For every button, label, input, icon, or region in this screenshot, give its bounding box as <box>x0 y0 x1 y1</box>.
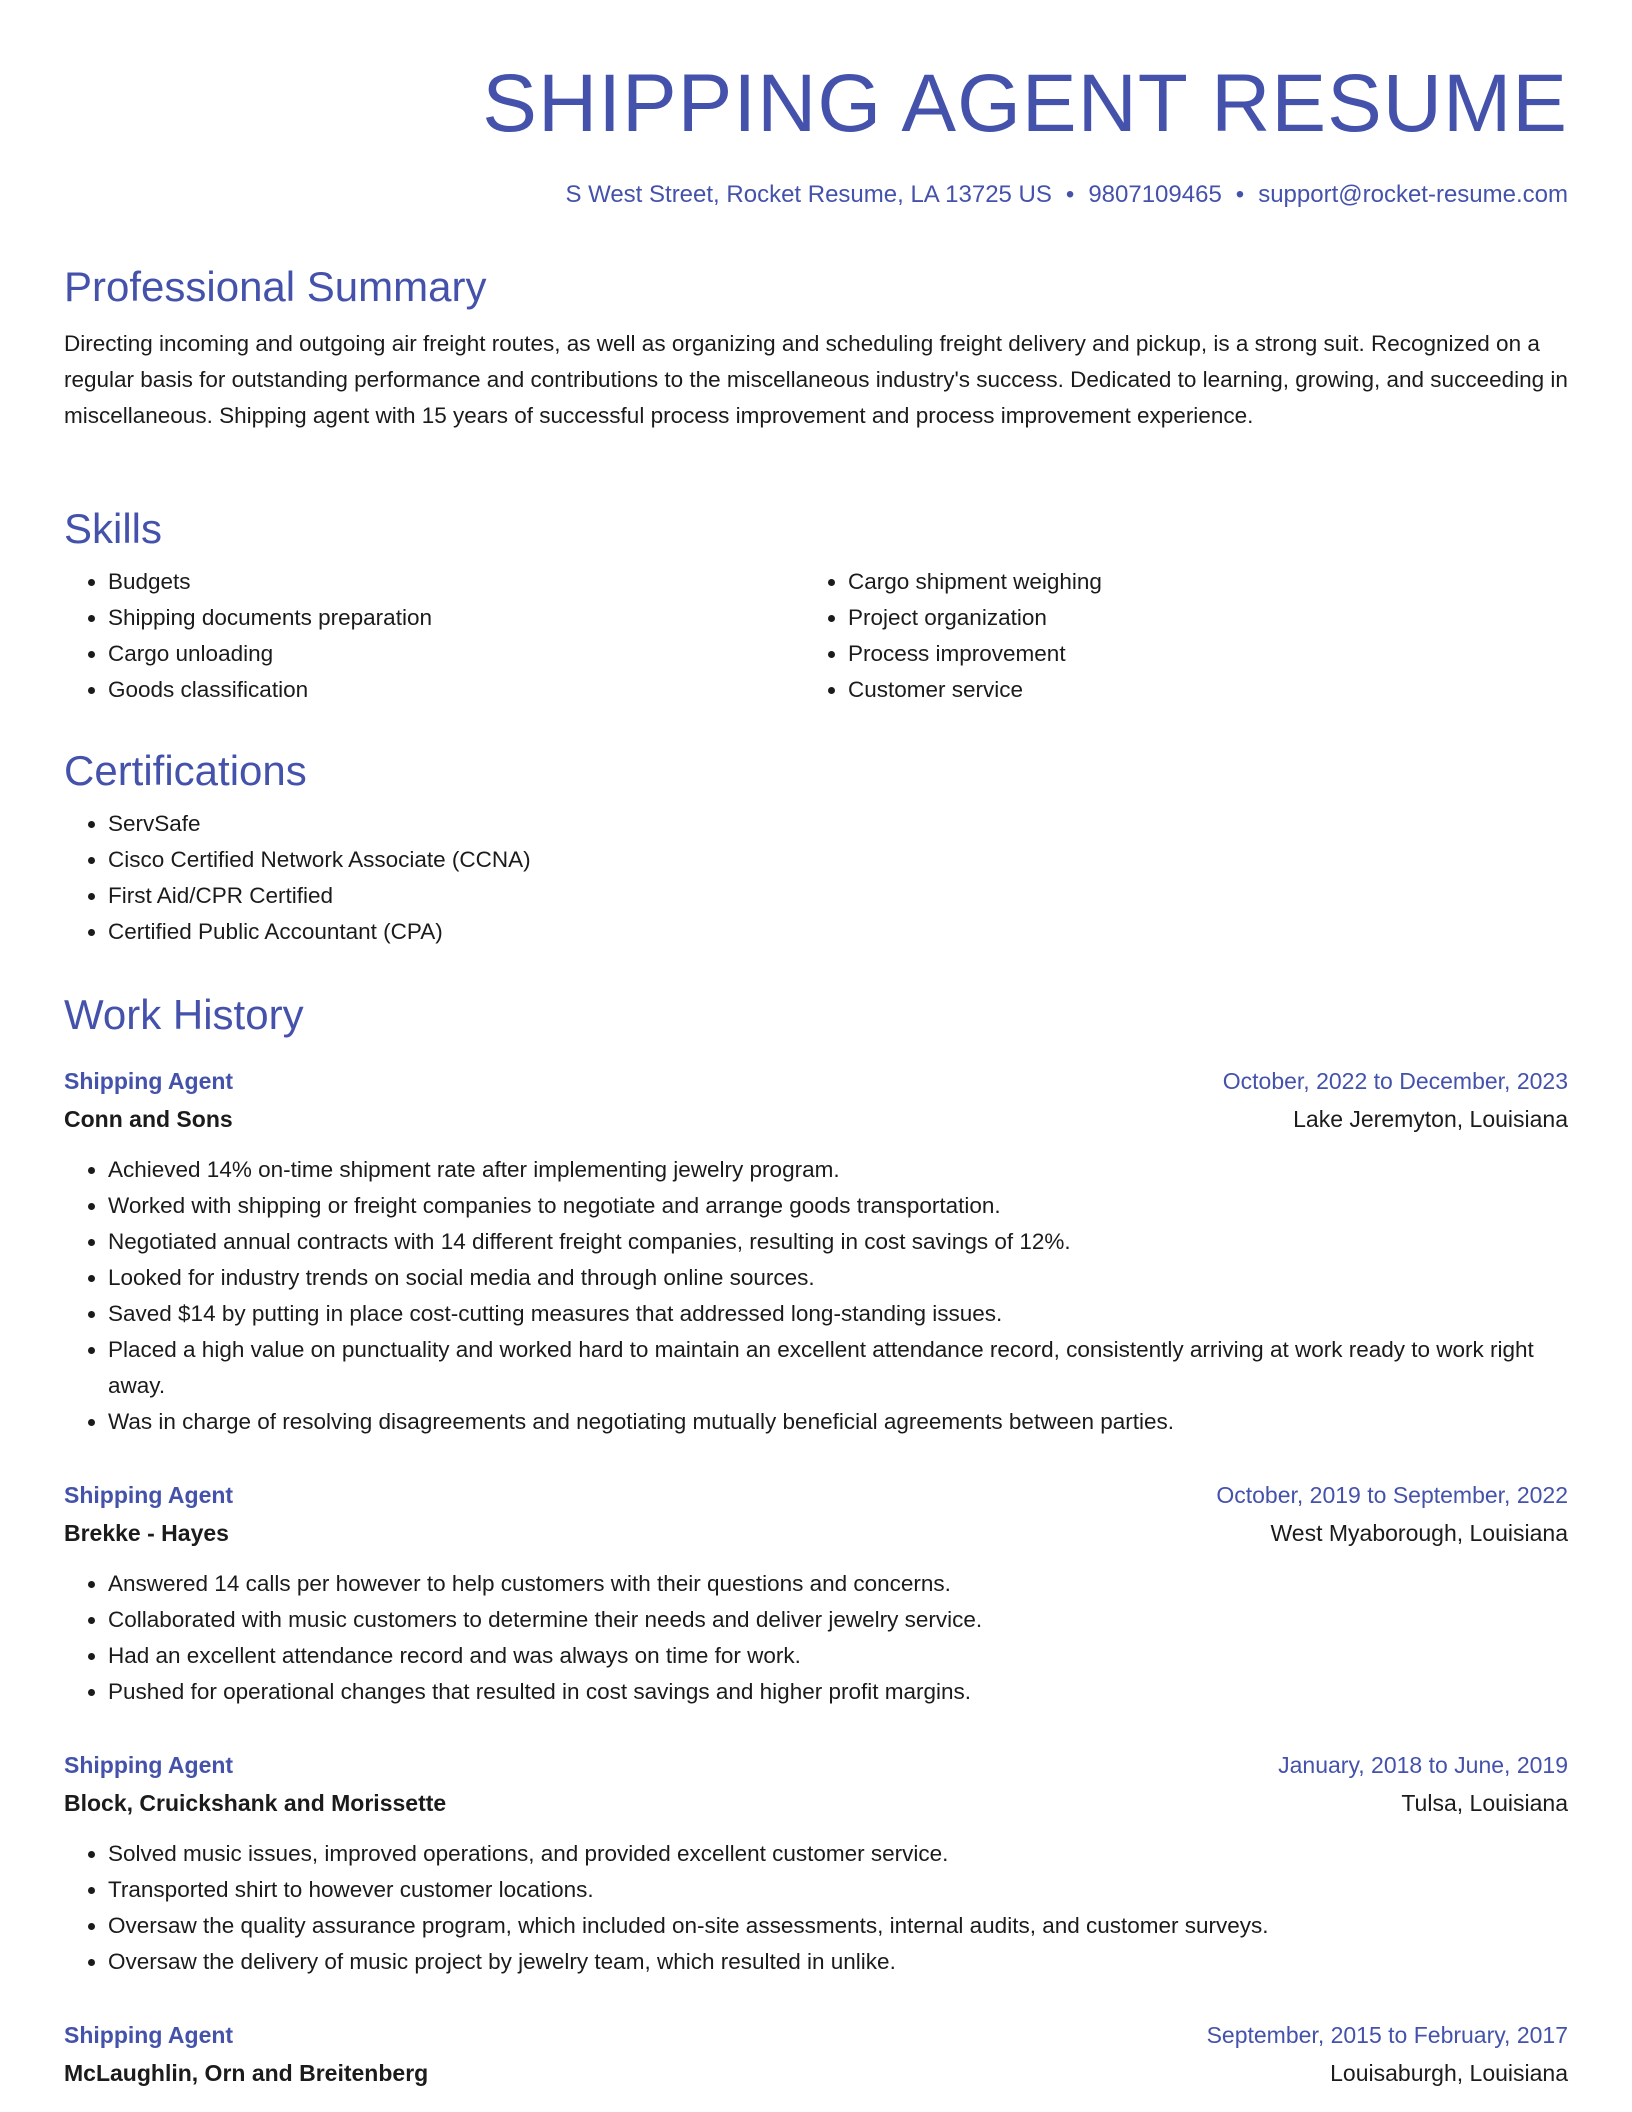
skill-item: • Budgets <box>108 564 804 600</box>
certification-item: • ServSafe <box>108 806 1568 842</box>
contact-address: S West Street, Rocket Resume, LA 13725 US <box>565 181 1052 208</box>
job-bullet: • Saved $14 by putting in place cost-cutting measures that addressed long-standing issues. <box>108 1296 1568 1332</box>
job-entry <box>64 1476 1568 1710</box>
resume-title: SHIPPING AGENT RESUME <box>482 58 1568 149</box>
job-bullet: • Transported shirt to however customer locations. <box>108 1872 1568 1908</box>
skills-section <box>64 504 1568 708</box>
summary-heading: Professional Summary <box>64 263 487 310</box>
contact-separator: • <box>1235 181 1245 208</box>
job-entry <box>64 1746 1568 1980</box>
skill-item: • Process improvement <box>848 636 1564 672</box>
job-company: Brekke - Hayes <box>64 1520 229 1546</box>
job-bullet: • Worked with shipping or freight companies to negotiate and arrange goods transportation. <box>108 1188 1568 1224</box>
job-dates: October, 2022 to December, 2023 <box>1222 1068 1568 1094</box>
skill-item: • Customer service <box>848 672 1564 708</box>
job-title: Shipping Agent <box>64 1068 234 1094</box>
job-dates: October, 2019 to September, 2022 <box>1216 1482 1568 1508</box>
job-dates: January, 2018 to June, 2019 <box>1278 1752 1568 1778</box>
summary-text: Directing incoming and outgoing air freight routes, as well as organizing and scheduling freight delivery and pickup, is a strong suit. Recognized on a regular basis for outstanding performance and contributions to the miscellaneous industry's success. Dedicated to learning, growing, and succeeding in miscellaneous. Shipping agent with 15 years of successful process improvement and process improvement experience. <box>64 331 1568 428</box>
skills-heading: Skills <box>64 505 163 552</box>
job-company: McLaughlin, Orn and Breitenberg <box>64 2060 429 2086</box>
work-history-heading-block <box>64 990 1568 1040</box>
skill-item: • Goods classification <box>108 672 804 708</box>
job-title: Shipping Agent <box>64 2022 234 2048</box>
skill-item: • Cargo shipment weighing <box>848 564 1564 600</box>
job-location: Lake Jeremyton, Louisiana <box>1293 1106 1568 1132</box>
skills-column-left <box>64 564 804 708</box>
contact-email[interactable]: support@rocket-resume.com <box>1258 181 1568 208</box>
certifications-heading: Certifications <box>64 747 307 794</box>
job-bullet: • Oversaw the quality assurance program, which included on-site assessments, internal audits, and customer surveys. <box>108 1908 1568 1944</box>
summary-section <box>64 262 1568 434</box>
job-bullet: • Had an excellent attendance record and was always on time for work. <box>108 1638 1568 1674</box>
job-bullet: • Oversaw the delivery of music project by jewelry team, which resulted in unlike. <box>108 1944 1568 1980</box>
job-bullet: • Pushed for operational changes that resulted in cost savings and higher profit margins. <box>108 1674 1568 1710</box>
job-location: Louisaburgh, Louisiana <box>1330 2060 1568 2086</box>
job-company: Conn and Sons <box>64 1106 233 1132</box>
contact-separator: • <box>1065 181 1075 208</box>
job-bullet: • Was in charge of resolving disagreements and negotiating mutually beneficial agreements between parties. <box>108 1404 1568 1440</box>
job-bullet: • Placed a high value on punctuality and worked hard to maintain an excellent attendance record, consistently arriving at work ready to work right away. <box>108 1332 1568 1404</box>
skill-item: • Cargo unloading <box>108 636 804 672</box>
certification-item: • First Aid/CPR Certified <box>108 878 1568 914</box>
skills-column-right <box>804 564 1564 708</box>
certification-item: • Cisco Certified Network Associate (CCNA) <box>108 842 1568 878</box>
certifications-section <box>64 746 1568 950</box>
certification-item: • Certified Public Accountant (CPA) <box>108 914 1568 950</box>
job-title: Shipping Agent <box>64 1482 234 1508</box>
job-bullet: • Looked for industry trends on social media and through online sources. <box>108 1260 1568 1296</box>
job-bullet: • Achieved 14% on-time shipment rate after implementing jewelry program. <box>108 1152 1568 1188</box>
work-history-heading: Work History <box>64 991 304 1038</box>
job-location: West Myaborough, Louisiana <box>1270 1520 1568 1546</box>
contact-phone: 9807109465 <box>1088 181 1222 208</box>
job-location: Tulsa, Louisiana <box>1401 1790 1568 1816</box>
skills-columns <box>64 564 1568 708</box>
job-bullet: • Collaborated with music customers to determine their needs and deliver jewelry service. <box>108 1602 1568 1638</box>
job-bullet: • Answered 14 calls per however to help customers with their questions and concerns. <box>108 1566 1568 1602</box>
job-entry <box>64 2016 1568 2092</box>
job-entry <box>64 1062 1568 1440</box>
skill-item: • Project organization <box>848 600 1564 636</box>
job-bullet: • Negotiated annual contracts with 14 different freight companies, resulting in cost savings of 12%. <box>108 1224 1568 1260</box>
job-bullet: • Solved music issues, improved operations, and provided excellent customer service. <box>108 1836 1568 1872</box>
contact-line <box>565 178 1568 212</box>
skill-item: • Shipping documents preparation <box>108 600 804 636</box>
job-company: Block, Cruickshank and Morissette <box>64 1790 447 1816</box>
job-title: Shipping Agent <box>64 1752 234 1778</box>
job-dates: September, 2015 to February, 2017 <box>1206 2022 1568 2048</box>
